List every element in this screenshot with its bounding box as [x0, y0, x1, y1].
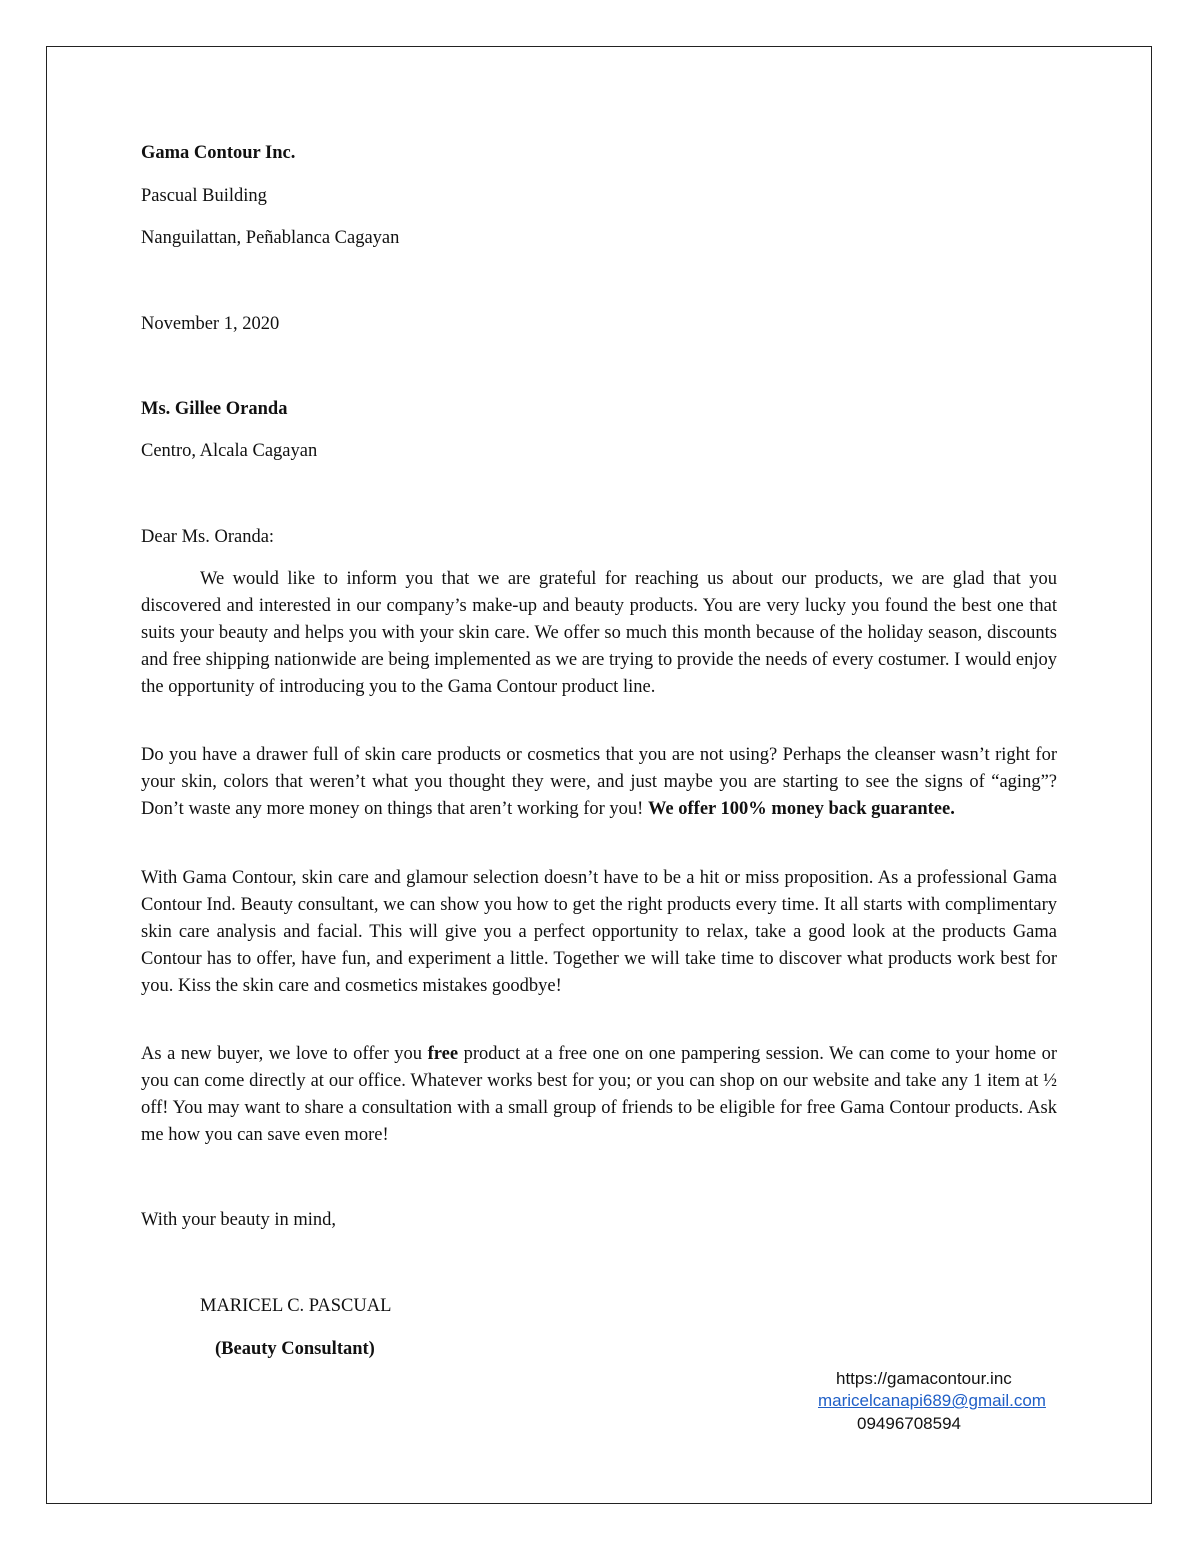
free-emphasis: free [427, 1044, 459, 1064]
body-paragraph-2-text: Do you have a drawer full of skin care products or cosmetics that you are not using? Perhaps the cleanser wasn’t right for your skin, colors that weren’t what you thought they were, and just maybe you are starting to see the signs of “aging”? Don’t waste any more money on things that aren’t working for you! [141, 745, 1057, 819]
body-paragraph-1: We would like to inform you that we are grateful for reaching us about our products, we are glad that you discovered and interested in our company’s make-up and beauty products. You are very lucky you found the best one that suits your beauty and helps you with your skin care. We offer so much this month because of the holiday season, discounts and free shipping nationwide are being implemented as we are trying to provide the needs of every costumer. I would enjoy the opportunity of introducing you to the Gama Contour product line. [141, 569, 1057, 697]
body-paragraph-4-text-a: As a new buyer, we love to offer you [141, 1044, 423, 1064]
body-paragraph-4-text-b: product at a free one on one pampering session. We can come to your home or you can come directly at our office. Whatever works best for you; or you can shop on our website and take any 1 item at ½ off! You may want to share a consultation with a small group of friends to be eligible for free Gama Contour products. Ask me how you can save even more! [141, 1044, 1057, 1145]
money-back-guarantee: We offer 100% money back guarantee. [647, 799, 955, 819]
contact-website: https://gamacontour.inc [836, 1369, 1012, 1388]
body-paragraph-4 [141, 1041, 1057, 1149]
signature-name: MARICEL C. PASCUAL [200, 1296, 392, 1316]
recipient-name: Ms. Gillee Oranda [141, 399, 288, 419]
closing: With your beauty in mind, [141, 1210, 337, 1230]
sender-address-line1: Pascual Building [141, 186, 267, 206]
contact-email-link[interactable]: maricelcanapi689@gmail.com [818, 1391, 1046, 1410]
letter-date: November 1, 2020 [141, 314, 280, 334]
body-paragraph-3: With Gama Contour, skin care and glamour selection doesn’t have to be a hit or miss proposition. As a professional Gama Contour Ind. Beauty consultant, we can show you how to get the right products every time. It all starts with complimentary skin care analysis and facial. This will give you a perfect opportunity to relax, take a good look at the products Gama Contour has to offer, have fun, and experiment a little. Together we will take time to discover what products work best for you. Kiss the skin care and cosmetics mistakes goodbye! [141, 868, 1057, 996]
salutation: Dear Ms. Oranda: [141, 527, 275, 547]
sender-address-line2: Nanguilattan, Peñablanca Cagayan [141, 228, 400, 248]
contact-phone: 09496708594 [857, 1414, 962, 1433]
recipient-address: Centro, Alcala Cagayan [141, 441, 318, 461]
signature-title: (Beauty Consultant) [215, 1339, 375, 1359]
body-paragraph-2 [141, 742, 1057, 823]
sender-company: Gama Contour Inc. [141, 143, 296, 163]
